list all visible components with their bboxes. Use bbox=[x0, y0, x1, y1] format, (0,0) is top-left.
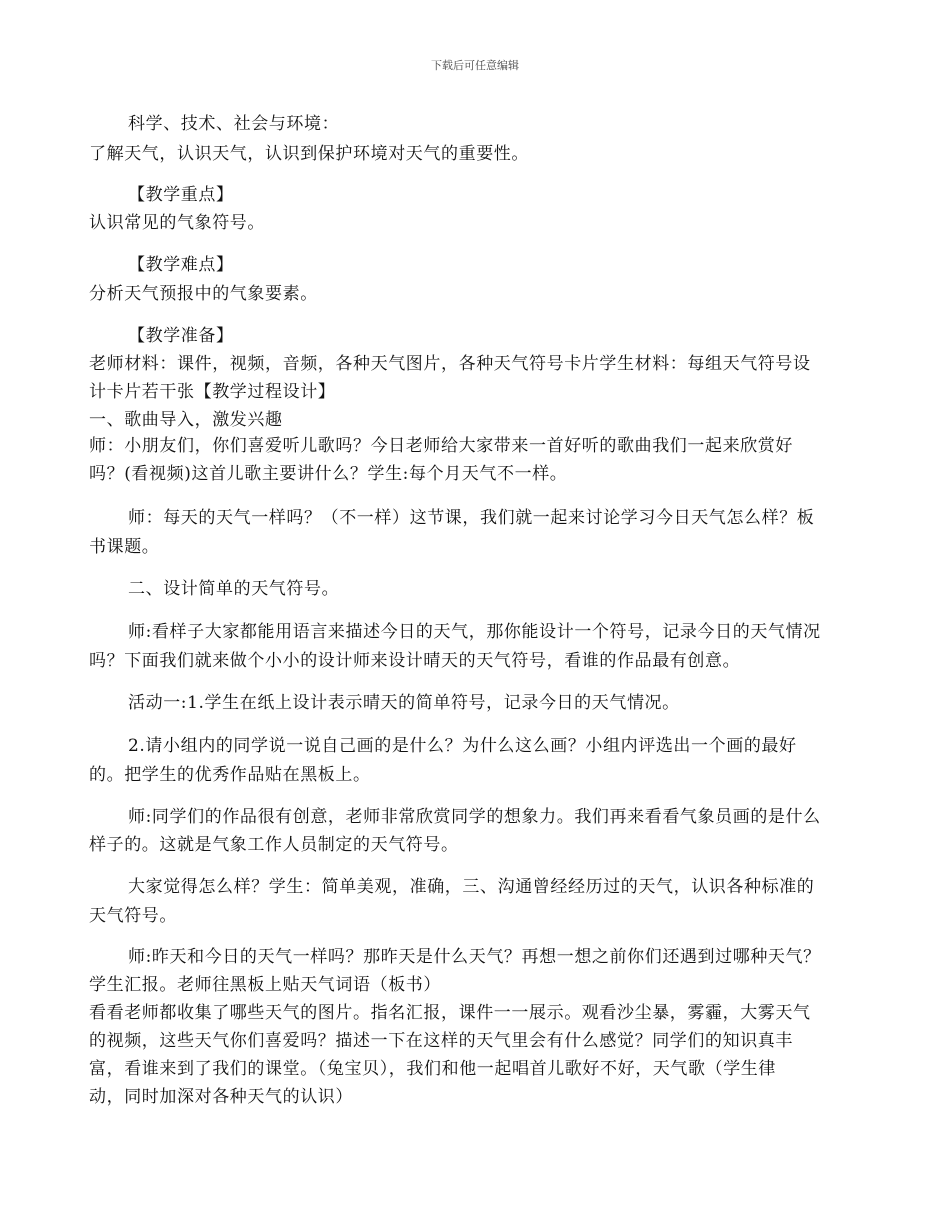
text-line: 的。把学生的优秀作品贴在黑板上。 bbox=[89, 765, 371, 785]
text-line: 了解天气，认识天气，认识到保护环境对天气的重要性。 bbox=[89, 144, 529, 164]
text-line: 师：每天的天气一样吗？（不一样）这节课，我们就一起来讨论学习今日天气怎么样？板 bbox=[128, 508, 815, 528]
page-header: 下载后可任意编辑 bbox=[431, 59, 519, 72]
text-line: 动，同时加深对各种天气的认识） bbox=[89, 1087, 353, 1107]
text-line: 一、歌曲导入，激发兴趣 bbox=[89, 410, 283, 430]
section-heading: 【教学重点】 bbox=[128, 185, 234, 205]
text-line: 学生汇报。老师往黑板上贴天气词语（板书） bbox=[89, 975, 441, 995]
section-heading: 【教学准备】 bbox=[128, 326, 234, 346]
text-line: 师:看样子大家都能用语言来描述今日的天气，那你能设计一个符号，记录今日的天气情况 bbox=[128, 622, 821, 642]
text-line: 吗？下面我们就来做个小小的设计师来设计晴天的天气符号，看谁的作品最有创意。 bbox=[89, 651, 741, 671]
text-line: 样子的。这就是气象工作人员制定的天气符号。 bbox=[89, 835, 459, 855]
text-line: 师:昨天和今日的天气一样吗？那昨天是什么天气？再想一想之前你们还遇到过哪种天气？ bbox=[128, 947, 821, 967]
text-line: 天气符号。 bbox=[89, 906, 177, 926]
text-line: 2.请小组内的同学说一说自己画的是什么？为什么这么画？小组内评选出一个画的最好 bbox=[128, 736, 797, 756]
text-line: 科学、技术、社会与环境： bbox=[128, 114, 340, 134]
text-line: 书课题。 bbox=[89, 537, 160, 557]
text-line: 计卡片若干张【教学过程设计】 bbox=[89, 382, 336, 402]
text-line: 认识常见的气象符号。 bbox=[89, 213, 265, 233]
text-line: 师:同学们的作品很有创意，老师非常欣赏同学的想象力。我们再来看看气象员画的是什么 bbox=[128, 807, 821, 827]
text-line: 师：小朋友们，你们喜爱听儿歌吗？今日老师给大家带来一首好听的歌曲我们一起来欣赏好 bbox=[89, 436, 793, 456]
text-line: 二、设计简单的天气符号。 bbox=[128, 579, 340, 599]
text-line: 吗？(看视频)这首儿歌主要讲什么？学生:每个月天气不一样。 bbox=[89, 464, 568, 484]
text-line: 看看老师都收集了哪些天气的图片。指名汇报，课件一一展示。观看沙尘暴，雾霾，大雾天气 bbox=[89, 1003, 811, 1023]
section-heading: 【教学难点】 bbox=[128, 255, 234, 275]
text-line: 大家觉得怎么样？学生：简单美观，准确，三、沟通曾经经历过的天气，认识各种标准的 bbox=[128, 877, 815, 897]
text-line: 活动一:1.学生在纸上设计表示晴天的简单符号，记录今日的天气情况。 bbox=[128, 693, 680, 713]
text-line: 老师材料：课件，视频，音频，各种天气图片，各种天气符号卡片学生材料：每组天气符号设 bbox=[89, 354, 811, 374]
text-line: 的视频，这些天气你们喜爱吗？描述一下在这样的天气里会有什么感觉？同学们的知识真丰 bbox=[89, 1031, 793, 1051]
text-line: 富，看谁来到了我们的课堂。（兔宝贝），我们和他一起唱首儿歌好不好，天气歌（学生律 bbox=[89, 1059, 776, 1079]
text-line: 分析天气预报中的气象要素。 bbox=[89, 284, 318, 304]
